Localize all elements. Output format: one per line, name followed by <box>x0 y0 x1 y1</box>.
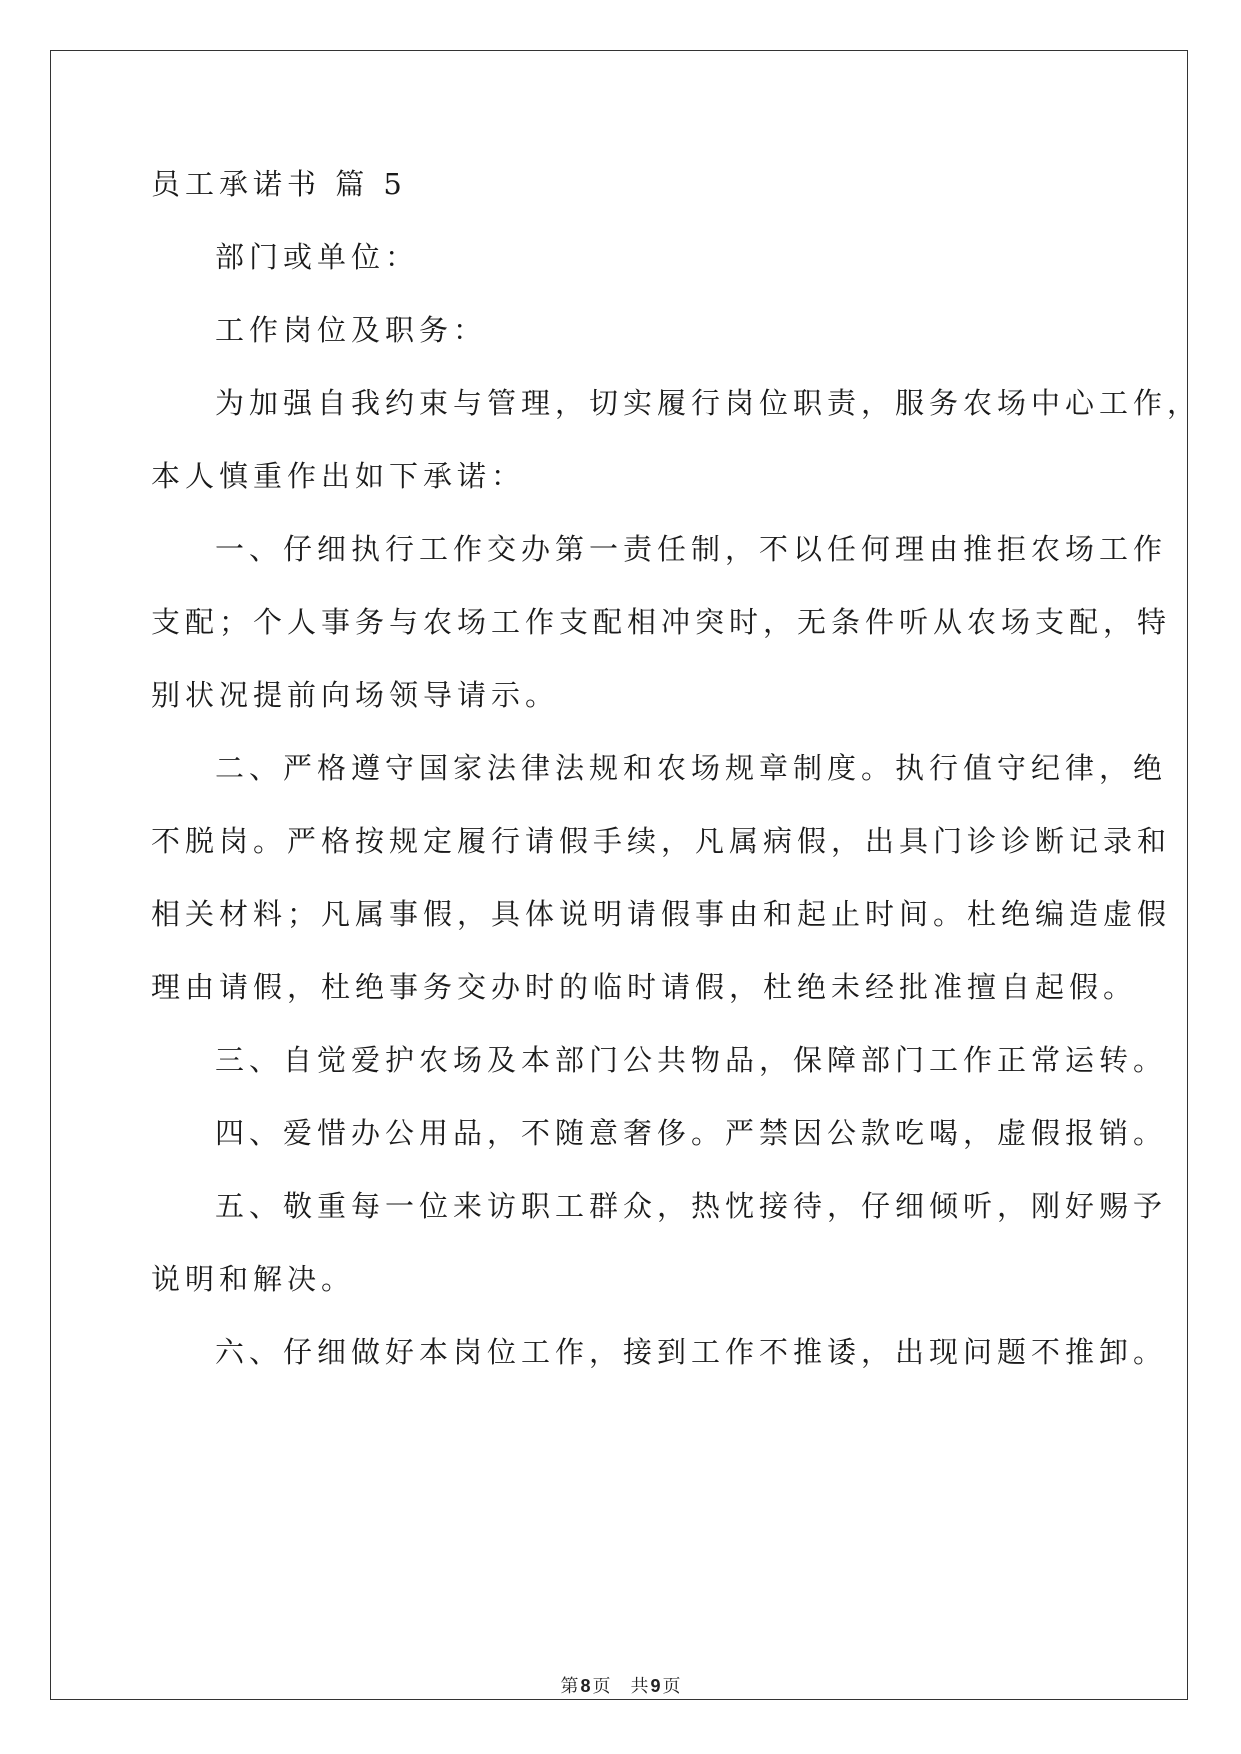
paragraph-line: 别状况提前向场领导请示。 <box>151 678 560 712</box>
paragraph-line: 六、仔细做好本岗位工作，接到工作不推诿，出现问题不推卸。 <box>215 1335 1168 1369</box>
page-footer <box>0 1672 1241 1698</box>
paragraph-line: 本人慎重作出如下承诺： <box>151 459 526 493</box>
page-prefix: 第 <box>560 1676 579 1697</box>
total-unit: 页 <box>662 1676 681 1697</box>
document-title: 员工承诺书 篇 5 <box>151 167 407 201</box>
page-border <box>50 50 1188 1700</box>
page-unit: 页 <box>592 1676 611 1697</box>
page-total: 9 <box>650 1676 661 1696</box>
paragraph-line: 为加强自我约束与管理，切实履行岗位职责，服务农场中心工作， <box>215 386 1202 420</box>
paragraph-line: 不脱岗。严格按规定履行请假手续，凡属病假，出具门诊诊断记录和 <box>151 824 1172 858</box>
paragraph-line: 工作岗位及职务： <box>215 313 488 347</box>
paragraph-line: 说明和解决。 <box>151 1262 356 1296</box>
page-current: 8 <box>580 1676 591 1696</box>
paragraph-line: 支配；个人事务与农场工作支配相冲突时，无条件听从农场支配，特 <box>151 605 1172 639</box>
paragraph-line: 二、严格遵守国家法律法规和农场规章制度。执行值守纪律，绝 <box>215 751 1168 785</box>
paragraph-line: 相关材料；凡属事假，具体说明请假事由和起止时间。杜绝编造虚假 <box>151 897 1172 931</box>
paragraph-line: 部门或单位： <box>215 240 420 274</box>
paragraph-line: 五、敬重每一位来访职工群众，热忱接待，仔细倾听，刚好赐予 <box>215 1189 1168 1223</box>
paragraph-line: 三、自觉爱护农场及本部门公共物品，保障部门工作正常运转。 <box>215 1043 1168 1077</box>
paragraph-line: 理由请假，杜绝事务交办时的临时请假，杜绝未经批准擅自起假。 <box>151 970 1138 1004</box>
paragraph-line: 一、仔细执行工作交办第一责任制，不以任何理由推拒农场工作 <box>215 532 1168 566</box>
paragraph-line: 四、爱惜办公用品，不随意奢侈。严禁因公款吃喝，虚假报销。 <box>215 1116 1168 1150</box>
total-prefix: 共 <box>630 1676 649 1697</box>
